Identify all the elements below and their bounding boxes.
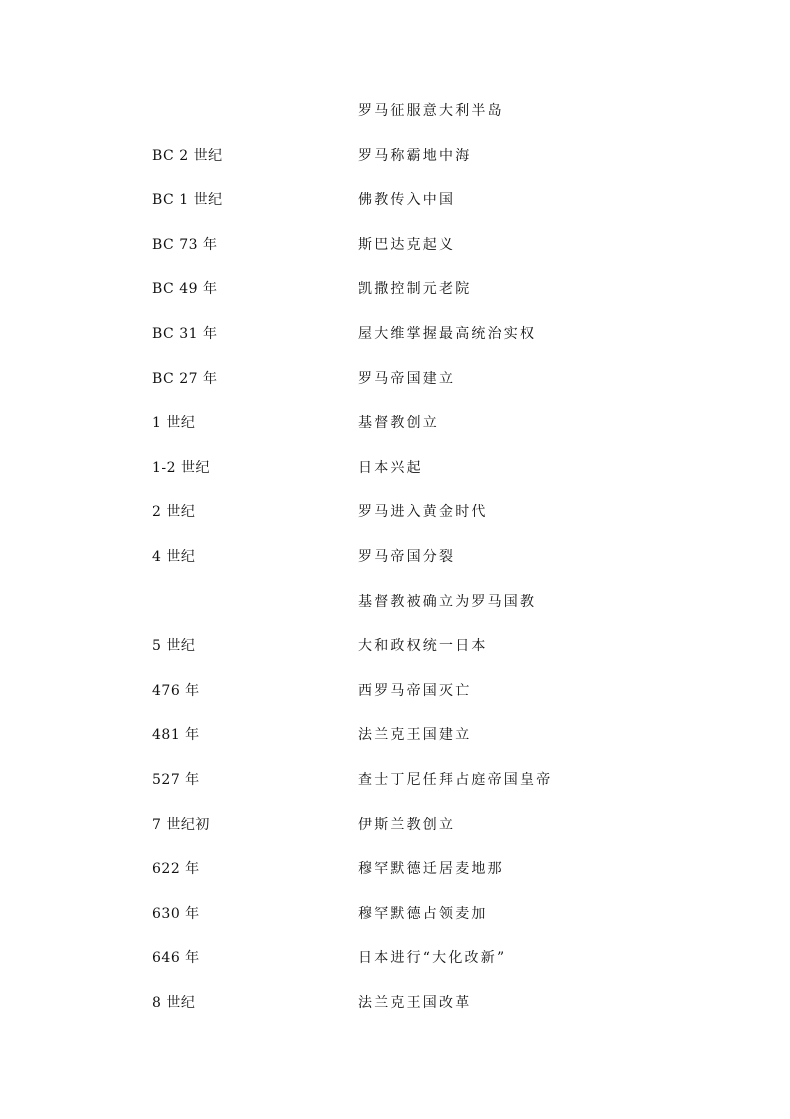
- timeline-event: 凯撒控制元老院: [358, 281, 472, 298]
- timeline-date: 1-2 世纪: [152, 459, 210, 476]
- timeline-event: 日本兴起: [358, 459, 423, 476]
- timeline-row: [0, 945, 790, 990]
- timeline-event: 穆罕默德占领麦加: [358, 905, 488, 922]
- timeline-date: 481 年: [152, 727, 200, 744]
- timeline-row: [0, 633, 790, 678]
- timeline-row: [0, 901, 790, 946]
- timeline-date: 476 年: [152, 682, 200, 699]
- timeline-row: [0, 812, 790, 857]
- timeline-row: [0, 767, 790, 812]
- timeline-event: 罗马称霸地中海: [358, 147, 472, 164]
- timeline-event: 穆罕默德迁居麦地那: [358, 861, 504, 878]
- timeline-date: 2 世纪: [152, 504, 196, 521]
- timeline-row: [0, 366, 790, 411]
- timeline-row: [0, 678, 790, 723]
- timeline-row: [0, 589, 790, 634]
- timeline-date: 8 世纪: [152, 994, 196, 1011]
- timeline-event: 西罗马帝国灭亡: [358, 682, 472, 699]
- timeline-date: BC 1 世纪: [152, 192, 223, 209]
- timeline-row: [0, 499, 790, 544]
- timeline-event: 罗马帝国分裂: [358, 548, 456, 565]
- timeline-event: 罗马进入黄金时代: [358, 504, 488, 521]
- timeline-event: 屋大维掌握最高统治实权: [358, 325, 537, 342]
- timeline-row: [0, 232, 790, 277]
- timeline-date: 646 年: [152, 950, 200, 967]
- timeline-date: 4 世纪: [152, 548, 196, 565]
- timeline-row: [0, 410, 790, 455]
- timeline-row: [0, 544, 790, 589]
- timeline-event: 大和政权统一日本: [358, 638, 488, 655]
- timeline-event: 佛教传入中国: [358, 192, 456, 209]
- timeline-date: 5 世纪: [152, 638, 196, 655]
- timeline-event: 基督教创立: [358, 415, 439, 432]
- timeline-row: [0, 98, 790, 143]
- history-timeline: [0, 98, 790, 1034]
- timeline-event: 罗马征服意大利半岛: [358, 103, 504, 119]
- timeline-date: 527 年: [152, 771, 200, 788]
- timeline-date: BC 73 年: [152, 236, 218, 253]
- timeline-date: BC 49 年: [152, 281, 218, 298]
- timeline-date: BC 27 年: [152, 370, 218, 387]
- timeline-event: 法兰克王国改革: [358, 994, 472, 1011]
- timeline-row: [0, 143, 790, 188]
- timeline-event: 伊斯兰教创立: [358, 816, 456, 833]
- timeline-event: 日本进行“大化改新”: [358, 950, 507, 967]
- timeline-event: 查士丁尼任拜占庭帝国皇帝: [358, 771, 553, 788]
- timeline-date: 7 世纪初: [152, 816, 210, 833]
- timeline-row: [0, 990, 790, 1035]
- timeline-row: [0, 856, 790, 901]
- timeline-date: BC 2 世纪: [152, 147, 223, 164]
- timeline-date: BC 31 年: [152, 325, 218, 342]
- timeline-event: 罗马帝国建立: [358, 370, 456, 387]
- timeline-event: 基督教被确立为罗马国教: [358, 593, 537, 610]
- timeline-row: [0, 276, 790, 321]
- timeline-date: 622 年: [152, 861, 200, 878]
- timeline-event: 斯巴达克起义: [358, 236, 456, 253]
- timeline-row: [0, 321, 790, 366]
- timeline-row: [0, 455, 790, 500]
- timeline-row: [0, 187, 790, 232]
- timeline-date: 1 世纪: [152, 415, 196, 432]
- timeline-row: [0, 722, 790, 767]
- timeline-event: 法兰克王国建立: [358, 727, 472, 744]
- timeline-date: 630 年: [152, 905, 200, 922]
